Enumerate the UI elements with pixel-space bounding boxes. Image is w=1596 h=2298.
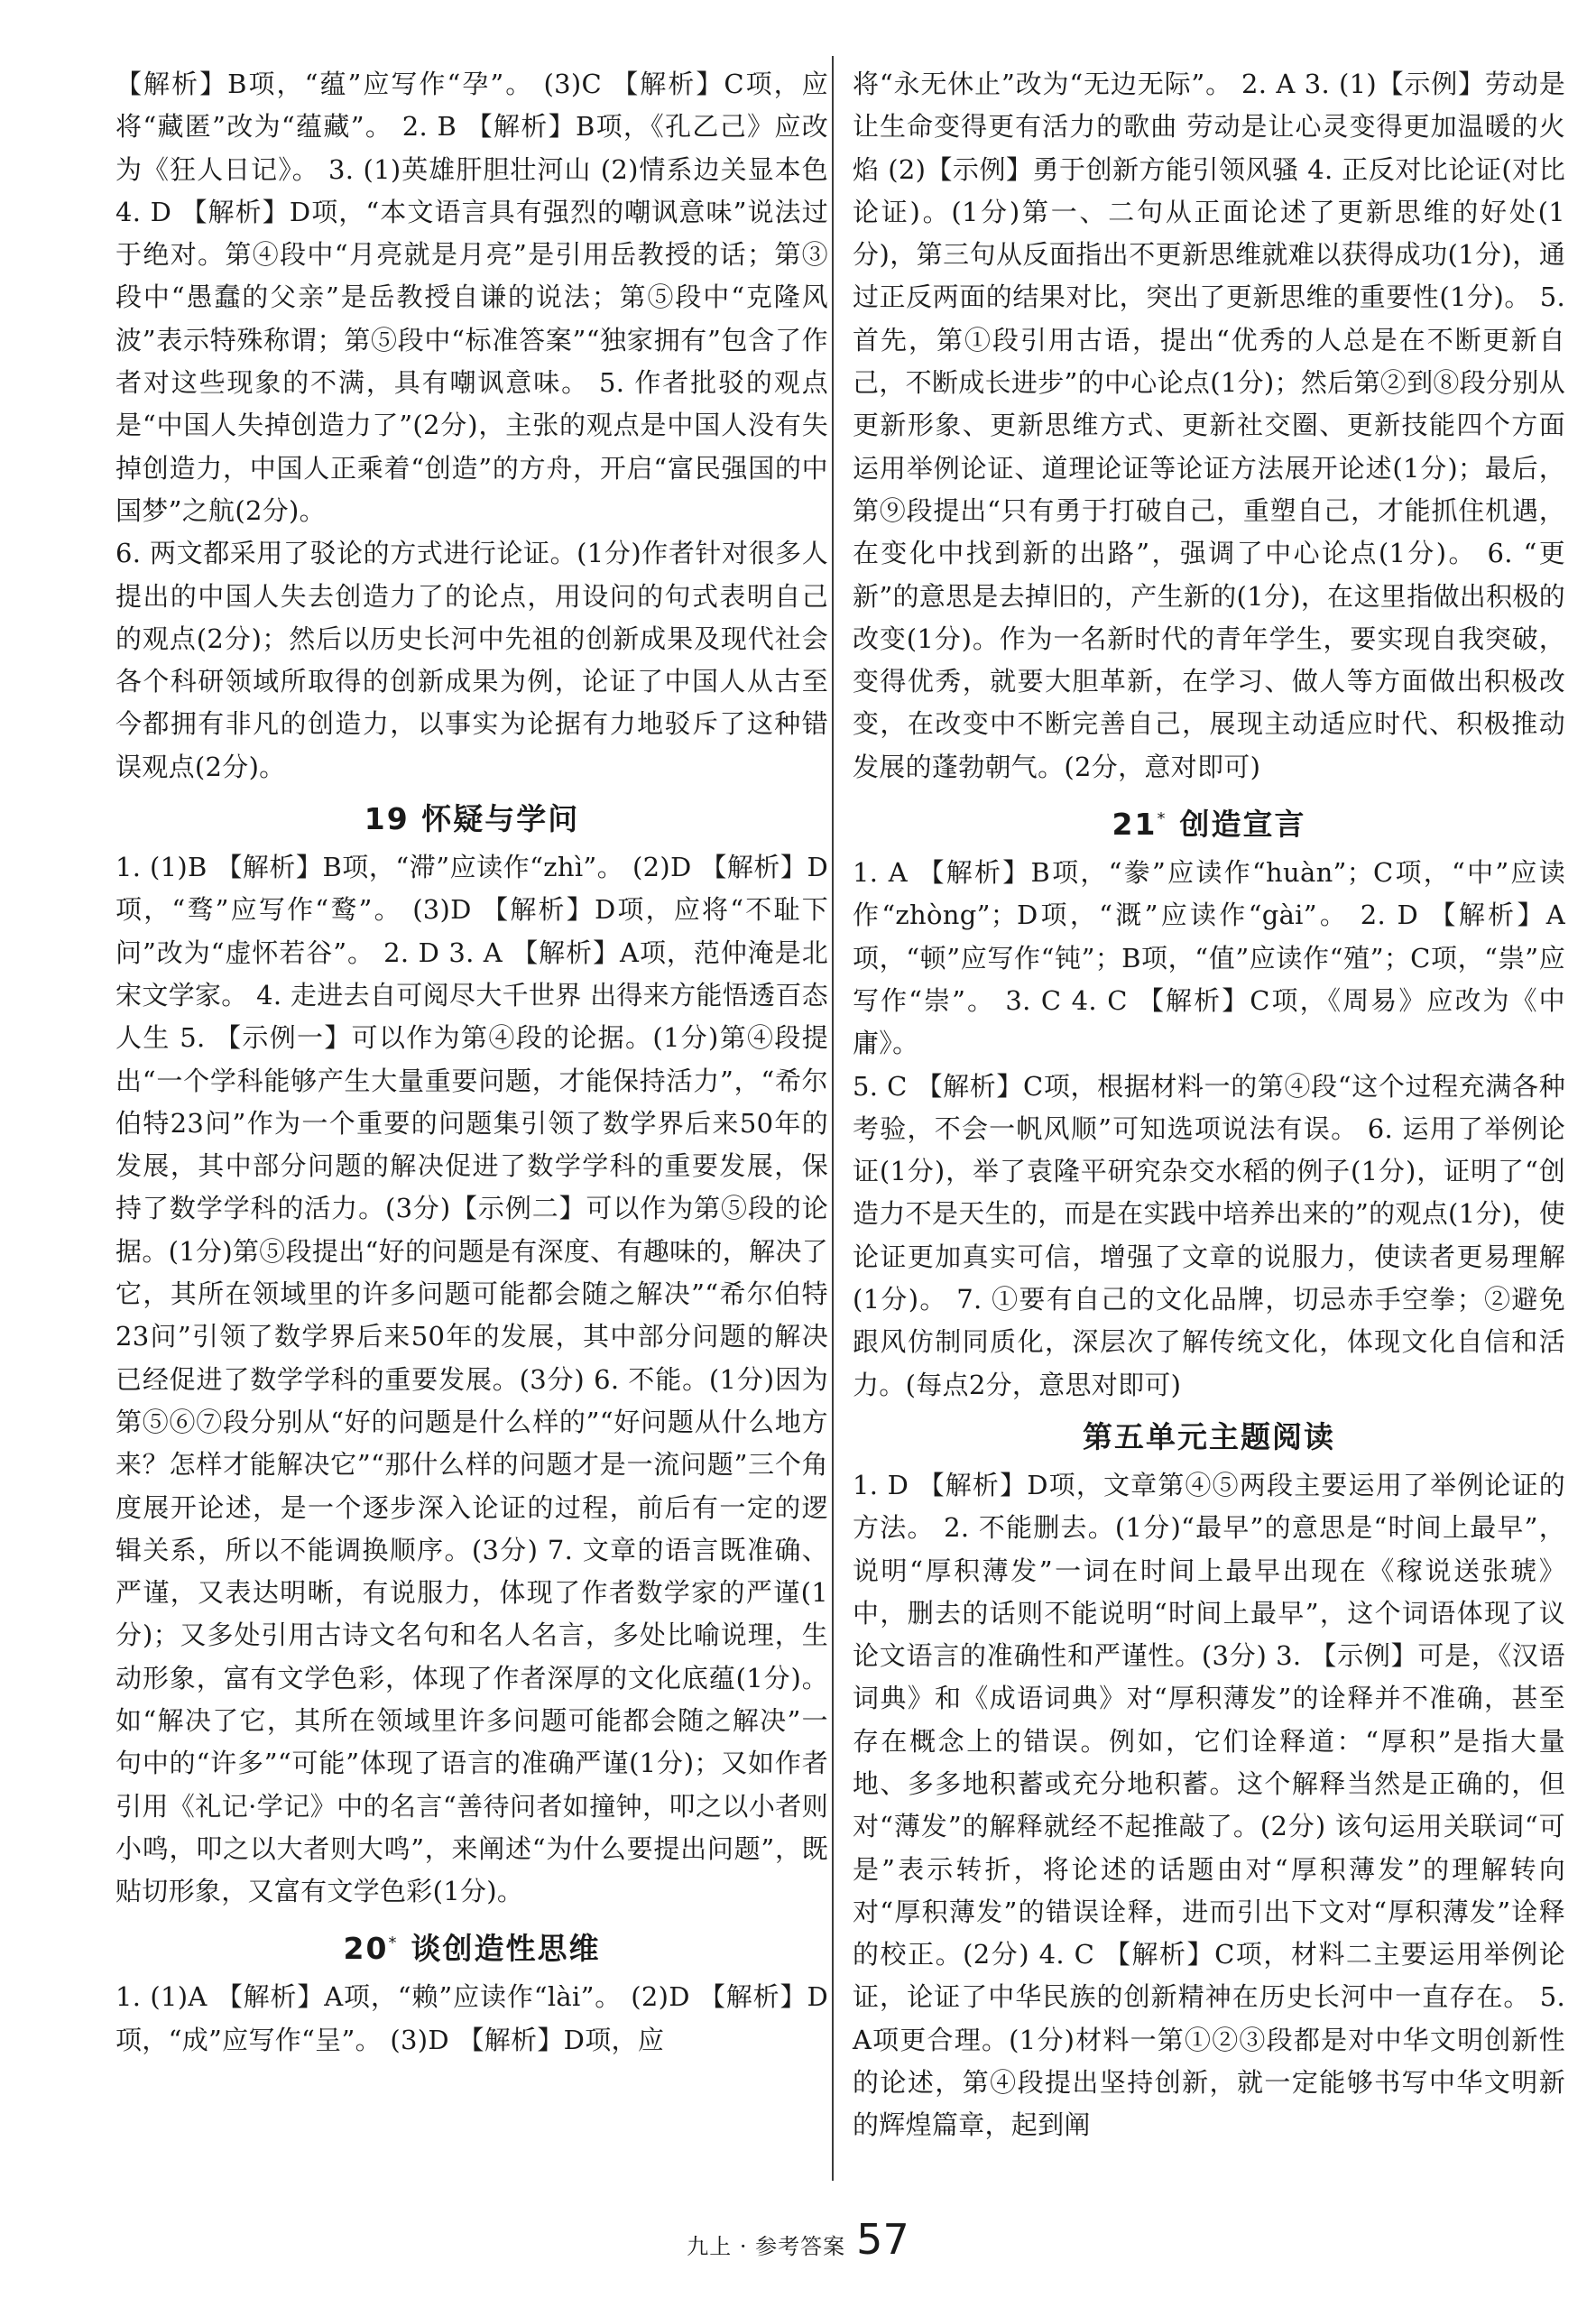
section-title: 谈创造性思维 [411, 1931, 601, 1967]
answer-paragraph: 将“永无休止”改为“无边无际”。 2. A 3. (1)【示例】劳动是让生命变得更有活力的歌曲 劳动是让心灵变得更加温暖的火焰 (2)【示例】勇于创新方能引领风骚 4. 正反对比论证(对比论证)。(1分)第一、二句从正面论述了更新思维的好处(1分)，第三句从反面指出不更新思维就难以获得成功(1分)，通过正反两面的结果对比，突出了更新思维的重要性(1分)。 5. 首先，第①段引用古语，提出“优秀的人总是在不断更新自己，不断成长进步”的中心论点(1分)；然后第②到⑧段分别从更新形象、更新思维方式、更新社交圈、更新技能四个方面运用举例论证、道理论证等论证方法展开论述(1分)；最后，第⑨段提出“只有勇于打破自己，重塑自己，才能抓住机遇，在变化中找到新的出路”，强调了中心论点(1分)。 6. “更新”的意思是去掉旧的，产生新的(1分)，在这里指做出积极的改变(1分)。作为一名新时代的青年学生，要实现自我突破，变得优秀，就要大胆革新，在学习、做人等方面做出积极改变，在改变中不断完善自己，展现主动适应时代、积极推动发展的蓬勃朝气。(2分，意对即可) [853, 69, 1565, 782]
section-heading-20 [115, 1922, 828, 1970]
left-column [115, 63, 828, 2062]
section-heading-unit5: 第五单元主题阅读 [1083, 1418, 1335, 1454]
optional-mark: * [388, 1933, 399, 1953]
section-title: 创造宣言 [1179, 807, 1306, 843]
answer-paragraph: 1. (1)B 【解析】B项，“滞”应读作“zhì”。 (2)D 【解析】D项，“骛”应写作“鹜”。 (3)D 【解析】D项，应将“不耻下问”改为“虚怀若谷”。 2. D 3. A 【解析】A项，范仲淹是北宋文学家。 4. 走进去自可阅尽大千世界 出得来方能悟透百态人生 5. 【示例一】可以作为第④段的论据。(1分)第④段提出“一个学科能够产生大量重要问题，才能保持活力”，“希尔伯特23问”作为一个重要的问题集引领了数学界后来50年的发展，其中部分问题的解决促进了数学学科的重要发展，保持了数学学科的活力。(3分)【示例二】可以作为第⑤段的论据。(1分)第⑤段提出“好的问题是有深度、有趣味的，解决了它，其所在领域里的许多问题可能都会随之解决”“希尔伯特23问”引领了数学界后来50年的发展，其中部分问题的解决已经促进了数学学科的重要发展。(3分) 6. 不能。(1分)因为第⑤⑥⑦段分别从“好的问题是什么样的”“好问题从什么地方来？怎样才能解决它”“那什么样的问题才是一流问题”三个角度展开论述，是一个逐步深入论证的过程，前后有一定的逻辑关系，所以不能调换顺序。(3分) 7. 文章的语言既准确、严谨，又表达明晰，有说服力，体现了作者数学家的严谨(1分)；又多处引用古诗文名句和名人名言，多处比喻说理，生动形象，富有文学色彩，体现了作者深厚的文化底蕴(1分)。如“解决了它，其所在领域里许多问题可能都会随之解决”一句中的“许多”“可能”体现了语言的准确严谨(1分)；又如作者引用《礼记·学记》中的名言“善待问者如撞钟，叩之以小者则小鸣，叩之以大者则大鸣”，来阐述“为什么要提出问题”，既贴切形象，又富有文学色彩(1分)。 [115, 852, 828, 1907]
answer-paragraph: 1. A 【解析】B项，“豢”应读作“huàn”；C项，“中”应读作“zhòng”；D项，“溉”应读作“gài”。 2. D 【解析】A项，“顿”应写作“钝”；B项，“值”应读作“殖”；C项，“祟”应写作“崇”。 3. C 4. C 【解析】C项，《周易》应改为《中庸》。 [853, 857, 1565, 1059]
optional-mark: * [1157, 809, 1167, 829]
right-column [853, 63, 1565, 2147]
page-footer [0, 2215, 1596, 2264]
answer-paragraph: 1. (1)A 【解析】A项，“赖”应读作“lài”。 (2)D 【解析】D项，“成”应写作“呈”。 (3)D 【解析】D项，应 [115, 1981, 828, 2055]
section-number: 21 [1112, 807, 1158, 843]
answer-paragraph: 5. C 【解析】C项，根据材料一的第④段“这个过程充满各种考验，不会一帆风顺”可知选项说法有误。 6. 运用了举例论证(1分)，举了袁隆平研究杂交水稻的例子(1分)，证明了“创造力不是天生的，而是在实践中培养出来的”的观点(1分)，使论证更加真实可信，增强了文章的说服力，使读者更易理解(1分)。 7. ①要有自己的文化品牌，切忌赤手空拳；②避免跟风仿制同质化，深层次了解传统文化，体现文化自信和活力。(每点2分，意思对即可) [853, 1070, 1565, 1400]
section-heading-19: 19 怀疑与学问 [364, 801, 580, 837]
answer-paragraph: 1. D 【解析】D项，文章第④⑤两段主要运用了举例论证的方法。 2. 不能删去。(1分)“最早”的意思是“时间上最早”，说明“厚积薄发”一词在时间上最早出现在《稼说送张琥》中，删去的话则不能说明“时间上最早”，这个词语体现了议论文语言的准确性和严谨性。(3分) 3. 【示例】可是，《汉语词典》和《成语词典》对“厚积薄发”的诠释并不准确，甚至存在概念上的错误。例如，它们诠释道：“厚积”是指大量地、多多地积蓄或充分地积蓄。这个解释当然是正确的，但对“薄发”的解释就经不起推敲了。(2分) 该句运用关联词“可是”表示转折，将论述的话题由对“厚积薄发”的理解转向对“厚积薄发”的错误诠释，进而引出下文对“厚积薄发”诠释的校正。(2分) 4. C 【解析】C项，材料二主要运用举例论证，论证了中华民族的创新精神在历史长河中一直存在。 5. A项更合理。(1分)材料一第①②③段都是对中华文明创新性的论述，第④段提出坚持创新，就一定能够书写中华文明新的辉煌篇章，起到阐 [853, 1469, 1565, 2141]
column-divider [832, 56, 834, 2181]
page-number: 57 [856, 2215, 909, 2264]
section-number: 20 [343, 1931, 389, 1967]
footer-label: 九上 · 参考答案 [687, 2234, 846, 2259]
answer-paragraph: 6. 两文都采用了驳论的方式进行论证。(1分)作者针对很多人提出的中国人失去创造力了的论点，用设问的句式表明自己的观点(2分)；然后以历史长河中先祖的创新成果及现代社会各个科研领域所取得的创新成果为例，论证了中国人从古至今都拥有非凡的创造力，以事实为论据有力地驳斥了这种错误观点(2分)。 [115, 538, 828, 782]
answer-paragraph: 【解析】B项，“蕴”应写作“孕”。 (3)C 【解析】C项，应将“藏匿”改为“蕴藏”。 2. B 【解析】B项，《孔乙己》应改为《狂人日记》。 3. (1)英雄肝胆壮河山 (2)情系边关显本色 4. D 【解析】D项，“本文语言具有强烈的嘲讽意味”说法过于绝对。第④段中“月亮就是月亮”是引用岳教授的话；第③段中“愚蠢的父亲”是岳教授自谦的说法；第⑤段中“克隆风波”表示特殊称谓；第⑤段中“标准答案”“独家拥有”包含了作者对这些现象的不满，具有嘲讽意味。 5. 作者批驳的观点是“中国人失掉创造力了”(2分)，主张的观点是中国人没有失掉创造力，中国人正乘着“创造”的方舟，开启“富民强国的中国梦”之航(2分)。 [115, 69, 828, 526]
section-heading-21 [853, 798, 1565, 846]
